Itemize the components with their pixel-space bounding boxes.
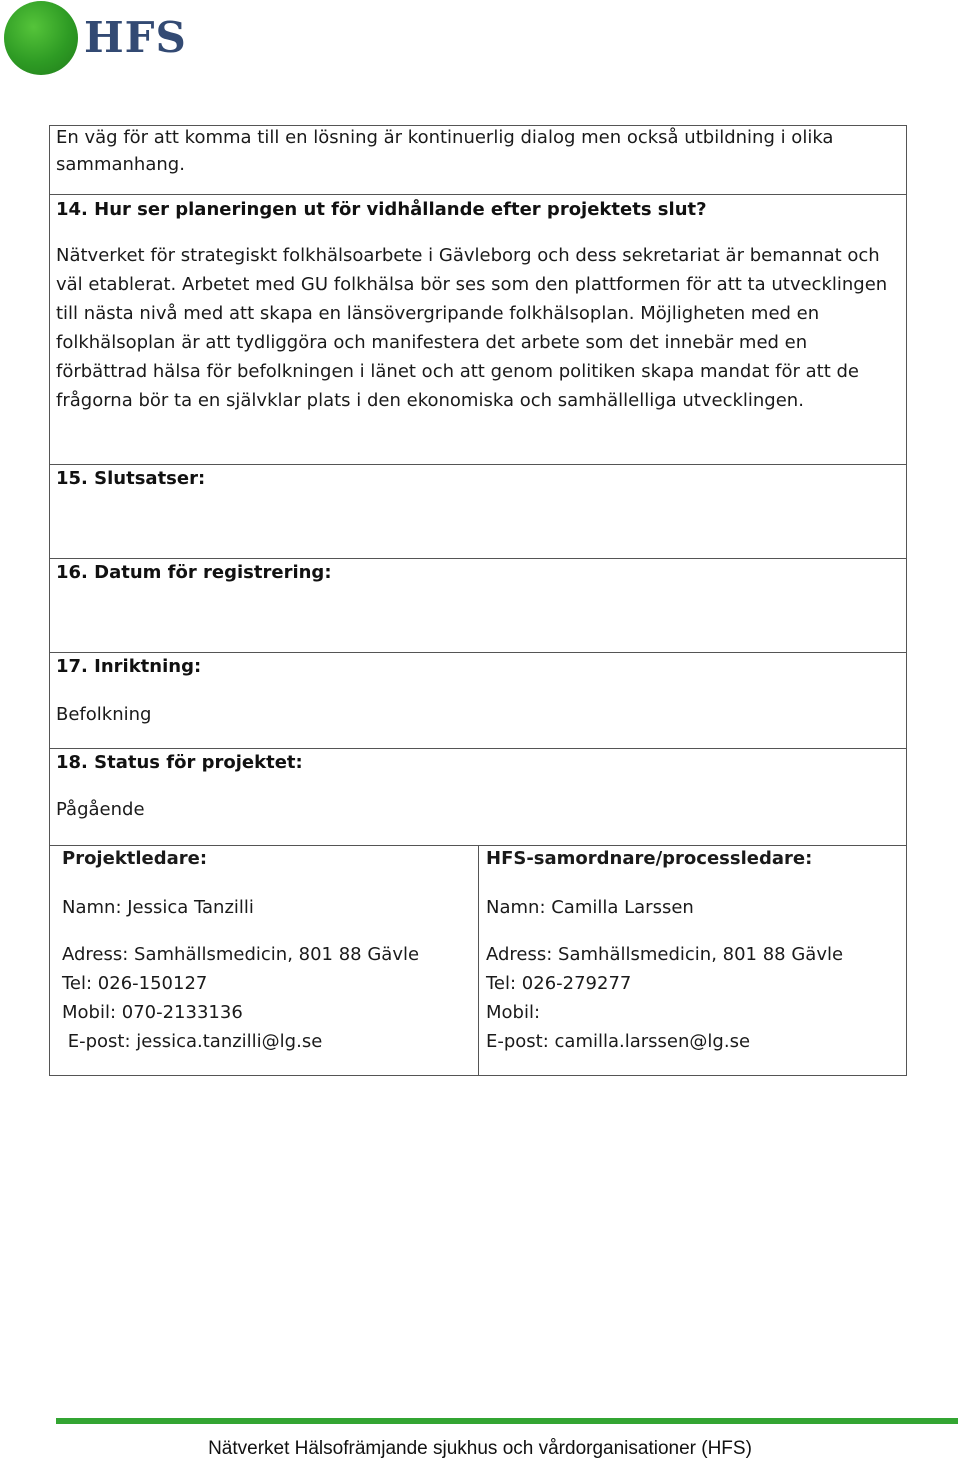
hfs-logo xyxy=(2,0,202,76)
logo-text: HFS xyxy=(84,13,187,62)
footer-bar xyxy=(56,1418,958,1424)
coordinator-email[interactable]: E-post: camilla.larssen@lg.se xyxy=(486,1031,751,1052)
contacts-divider xyxy=(478,845,479,1075)
q15-heading: 15. Slutsatser: xyxy=(56,468,206,489)
q17-heading: 17. Inriktning: xyxy=(56,656,202,677)
project-leader-address: Adress: Samhällsmedicin, 801 88 Gävle xyxy=(62,944,420,965)
q14-body: Nätverket för strategiskt folkhälsoarbete i Gävleborg och dess sekretariat är bemannat och väl etablerat. Arbetet med GU folkhälsa bör ses som den plattformen för att ta utvecklingen till nästa nivå med att skapa en länsövergripande folkhälsoplan. Möjligheten med en folkhälsoplan är att tydliggöra och manifestera det arbete som det innebär med en förbättrad hälsa för befolkningen i länet och att genom politiken skapa mandat för att de frågorna bör ta en självklar plats i den ekonomiska och samhällelliga utvecklingen. xyxy=(56,245,888,411)
q16-heading: 16. Datum för registrering: xyxy=(56,562,332,583)
project-leader-phone: Tel: 026-150127 xyxy=(62,973,208,994)
q14-heading: 14. Hur ser planeringen ut för vidhållande efter projektets slut? xyxy=(56,199,707,220)
project-leader-mobile: Mobil: 070-2133136 xyxy=(62,1002,243,1023)
coordinator-name: Namn: Camilla Larssen xyxy=(486,897,694,918)
project-leader-contact xyxy=(62,846,419,1056)
project-leader-name: Namn: Jessica Tanzilli xyxy=(62,897,254,918)
intro-text: En väg för att komma till en lösning är kontinuerlig dialog men också utbildning i olika sammanhang. xyxy=(56,127,834,175)
coordinator-mobile: Mobil: xyxy=(486,1002,541,1023)
logo-circle-icon xyxy=(4,1,78,75)
coordinator-contact xyxy=(486,846,843,1056)
coordinator-heading: HFS-samordnare/processledare: xyxy=(486,848,813,869)
coordinator-phone: Tel: 026-279277 xyxy=(486,973,632,994)
project-leader-heading: Projektledare: xyxy=(62,848,208,869)
q18-heading: 18. Status för projektet: xyxy=(56,752,303,773)
q17-value: Befolkning xyxy=(56,704,152,725)
coordinator-address: Adress: Samhällsmedicin, 801 88 Gävle xyxy=(486,944,844,965)
q18-value: Pågående xyxy=(56,799,145,820)
project-leader-email[interactable]: E-post: jessica.tanzilli@lg.se xyxy=(62,1031,323,1052)
footer-text: Nätverket Hälsofrämjande sjukhus och vårdorganisationer (HFS) xyxy=(208,1438,752,1459)
